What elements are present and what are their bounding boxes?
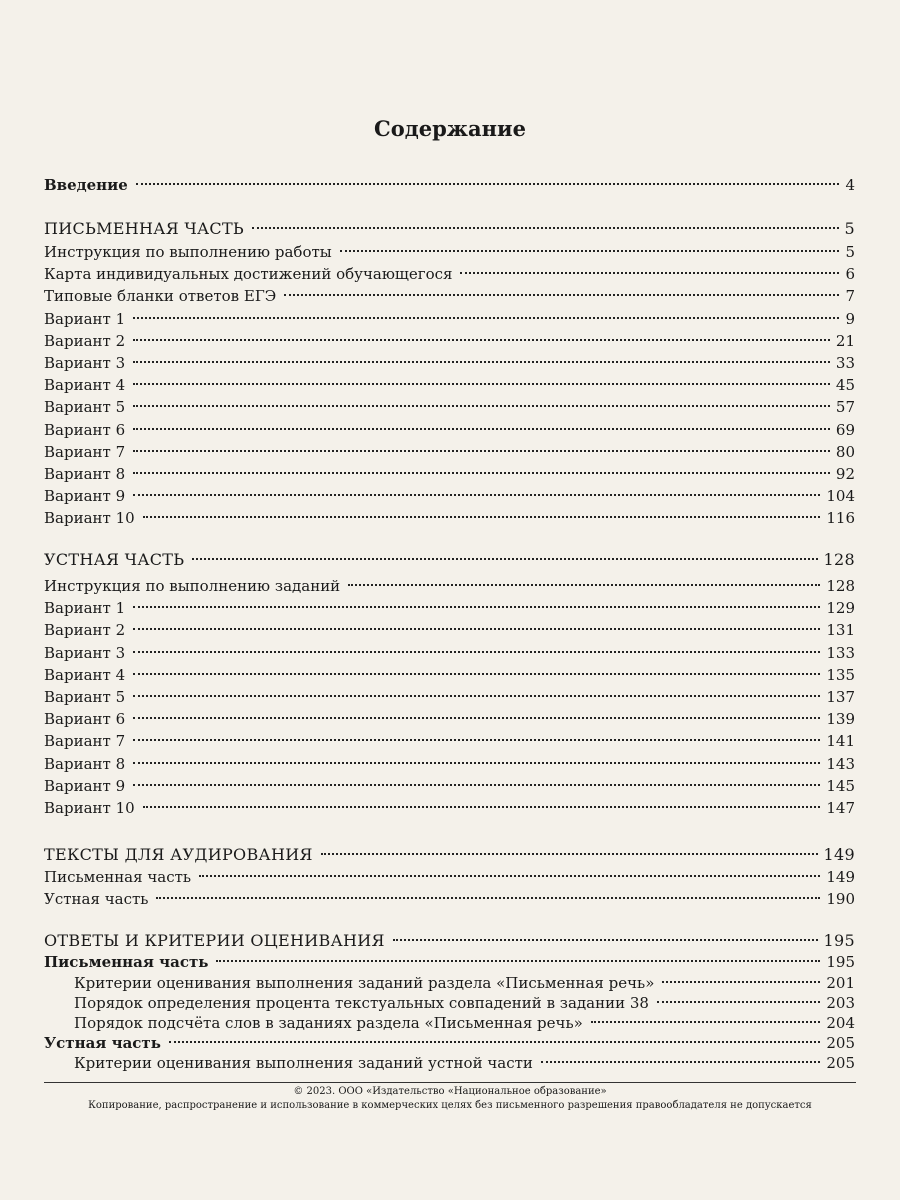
toc-entry-label: Устная часть: [44, 890, 149, 908]
dot-leader: [156, 897, 820, 899]
toc-section-listening: [44, 844, 855, 866]
dot-leader: [136, 183, 840, 185]
dot-leader: [348, 584, 820, 586]
dot-leader: [133, 428, 830, 430]
dot-leader: [133, 339, 830, 341]
toc-entry-label: Вариант 3: [44, 643, 126, 662]
toc-entry-label: Инструкция по выполнению работы: [44, 243, 332, 261]
toc-entry-label: Вариант 9: [44, 487, 126, 506]
toc-entry: [44, 664, 855, 686]
toc-entry: [44, 597, 855, 619]
dot-leader: [133, 361, 830, 363]
toc-entry-label: Вариант 10: [44, 799, 135, 817]
toc-entry: [44, 308, 855, 330]
dot-leader: [143, 806, 821, 808]
dot-leader: [133, 762, 820, 764]
dot-leader: [133, 673, 820, 675]
toc-entry-label: Вариант 3: [44, 354, 126, 372]
toc-entry-label: Критерии оценивания выполнения заданий раздела «Письменная речь»: [74, 974, 655, 992]
toc-entry-label: Вариант 1: [44, 599, 126, 618]
toc-entry-label: Порядок подсчёта слов в заданиях раздела «Письменная речь»: [74, 1014, 583, 1032]
toc-entry-page: 201: [826, 974, 855, 992]
toc-entry-page: 33: [835, 354, 855, 372]
toc-entry-page: 190: [826, 890, 855, 908]
dot-leader: [541, 1061, 820, 1063]
toc-entry-label: Письменная часть: [44, 868, 192, 886]
toc-entry-label: Вариант 4: [44, 376, 126, 395]
dot-leader: [199, 875, 820, 877]
toc-entry-page: 128: [826, 577, 855, 595]
toc-entry: [44, 419, 855, 441]
toc-entry: [44, 285, 855, 307]
toc-entry-page: 9: [845, 309, 855, 328]
dot-leader: [252, 227, 839, 229]
toc-entry: [44, 866, 855, 888]
toc-entry-page: 203: [826, 994, 855, 1012]
toc-entry: [44, 263, 855, 285]
toc-entry: [44, 730, 855, 752]
toc-entry-page: 7: [845, 287, 855, 306]
toc-entry-label: Вариант 10: [44, 509, 135, 528]
toc-entry-label: Вариант 5: [44, 688, 126, 706]
toc-entry: [44, 753, 855, 775]
toc-entry-label: Вариант 2: [44, 331, 126, 350]
toc-entry-page: 104: [826, 487, 855, 506]
toc-entry-label: Устная часть: [44, 1034, 161, 1052]
toc-entry: [44, 463, 855, 485]
dot-leader: [216, 960, 820, 962]
toc-entry-page: 69: [835, 420, 855, 439]
toc-entry-label: Типовые бланки ответов ЕГЭ: [44, 287, 277, 306]
footer-copyright: © 2023. ООО «Издательство «Национальное образование»: [293, 1086, 607, 1097]
toc-entry: [44, 441, 855, 463]
footer-divider: [44, 1082, 856, 1083]
toc-entry-label: Инструкция по выполнению заданий: [44, 577, 341, 595]
toc-section-oral: [44, 549, 855, 571]
dot-leader: [133, 606, 820, 608]
toc-entry-label: ТЕКСТЫ ДЛЯ АУДИРОВАНИЯ: [44, 845, 313, 864]
toc-subsection-written: [44, 951, 855, 973]
toc-entry-page: 57: [835, 398, 855, 417]
toc-entry-label: Вариант 4: [44, 665, 126, 684]
toc-entry-label: Вариант 7: [44, 732, 126, 751]
toc-entry-page: 21: [835, 331, 855, 350]
toc-entry: [44, 374, 855, 396]
toc-entry-label: Карта индивидуальных достижений обучающегося: [44, 265, 453, 284]
toc-entry-label: Критерии оценивания выполнения заданий устной части: [74, 1054, 533, 1072]
toc-entry-page: 137: [826, 688, 855, 706]
dot-leader: [133, 383, 830, 385]
toc-entry: [44, 686, 855, 708]
toc-entry: [44, 352, 855, 374]
dot-leader: [133, 739, 820, 741]
toc-entry-label: Вариант 8: [44, 754, 126, 773]
toc-entry-intro: [44, 174, 855, 196]
toc-entry: [44, 708, 855, 730]
toc-entry-page: 195: [823, 931, 855, 950]
toc-entry-page: 205: [826, 1034, 855, 1052]
toc-entry-page: 45: [835, 376, 855, 395]
dot-leader: [284, 294, 839, 296]
toc-entry-page: 5: [845, 243, 855, 261]
dot-leader: [133, 784, 820, 786]
dot-leader: [662, 981, 820, 983]
toc-entry-page: 131: [826, 621, 855, 640]
toc-entry-page: 143: [826, 754, 855, 773]
toc-section-answers: [44, 930, 855, 952]
toc-entry-page: 129: [826, 599, 855, 618]
dot-leader: [169, 1041, 820, 1043]
toc-section-written: [44, 218, 855, 240]
dot-leader: [133, 472, 830, 474]
dot-leader: [133, 494, 820, 496]
toc-entry: [74, 1012, 855, 1034]
toc-entry-page: 4: [845, 176, 855, 194]
toc-entry-label: Вариант 2: [44, 621, 126, 640]
toc-entry-page: 149: [823, 845, 855, 864]
toc-entry-label: Вариант 6: [44, 420, 126, 439]
toc-entry: [44, 241, 855, 263]
toc-entry-page: 147: [826, 799, 855, 817]
toc-entry-label: Вариант 5: [44, 398, 126, 417]
toc-entry: [44, 330, 855, 352]
dot-leader: [591, 1021, 821, 1023]
toc-entry-page: 5: [844, 219, 855, 238]
toc-entry-label: Письменная часть: [44, 953, 209, 971]
footer-notice: Копирование, распространение и использование в коммерческих целях без письменного разрешения правообладателя не допускается: [88, 1100, 812, 1111]
dot-leader: [133, 628, 820, 630]
toc-entry: [74, 1052, 855, 1074]
toc-entry-page: 204: [826, 1014, 855, 1032]
dot-leader: [133, 651, 820, 653]
toc-entry-page: 135: [826, 665, 855, 684]
toc-entry-label: Порядок определения процента текстуальных совпадений в задании 38: [74, 994, 649, 1012]
toc-subsection-oral: [44, 1032, 855, 1054]
toc-entry-page: 92: [835, 465, 855, 483]
toc-entry-label: Вариант 7: [44, 442, 126, 461]
toc-entry-page: 133: [826, 643, 855, 662]
dot-leader: [133, 695, 820, 697]
toc-entry: [44, 485, 855, 507]
toc-entry-page: 205: [826, 1054, 855, 1072]
dot-leader: [460, 272, 839, 274]
toc-entry-label: Вариант 1: [44, 309, 126, 328]
toc-entry-page: 128: [823, 550, 855, 569]
page-title: Содержание: [374, 116, 526, 141]
toc-entry-label: Вариант 8: [44, 465, 126, 483]
toc-entry-page: 6: [845, 265, 855, 284]
toc-entry: [74, 992, 855, 1014]
toc-entry-label: ОТВЕТЫ И КРИТЕРИИ ОЦЕНИВАНИЯ: [44, 931, 385, 950]
toc-entry: [44, 396, 855, 418]
toc-entry-page: 141: [826, 732, 855, 751]
dot-leader: [192, 558, 817, 560]
toc-entry: [74, 972, 855, 994]
toc-entry: [44, 575, 855, 597]
toc-entry-label: Введение: [44, 176, 128, 194]
dot-leader: [133, 717, 820, 719]
toc-entry-page: 80: [835, 442, 855, 461]
toc-entry-page: 116: [826, 509, 855, 528]
dot-leader: [340, 250, 840, 252]
dot-leader: [657, 1001, 820, 1003]
toc-entry: [44, 507, 855, 529]
toc-entry: [44, 642, 855, 664]
dot-leader: [143, 516, 821, 518]
dot-leader: [133, 405, 830, 407]
toc-entry-label: Вариант 6: [44, 710, 126, 729]
dot-leader: [133, 450, 830, 452]
toc-entry-page: 149: [826, 868, 855, 886]
dot-leader: [393, 939, 818, 941]
toc-entry-page: 195: [826, 953, 855, 971]
toc-entry: [44, 888, 855, 910]
toc-entry-page: 139: [826, 710, 855, 729]
toc-entry-page: 145: [826, 776, 855, 795]
toc-entry: [44, 619, 855, 641]
toc-entry: [44, 797, 855, 819]
toc-entry: [44, 775, 855, 797]
toc-entry-label: УСТНАЯ ЧАСТЬ: [44, 550, 185, 569]
toc-entry-label: Вариант 9: [44, 776, 126, 795]
dot-leader: [321, 853, 818, 855]
dot-leader: [133, 317, 839, 319]
toc-entry-label: ПИСЬМЕННАЯ ЧАСТЬ: [44, 219, 245, 238]
